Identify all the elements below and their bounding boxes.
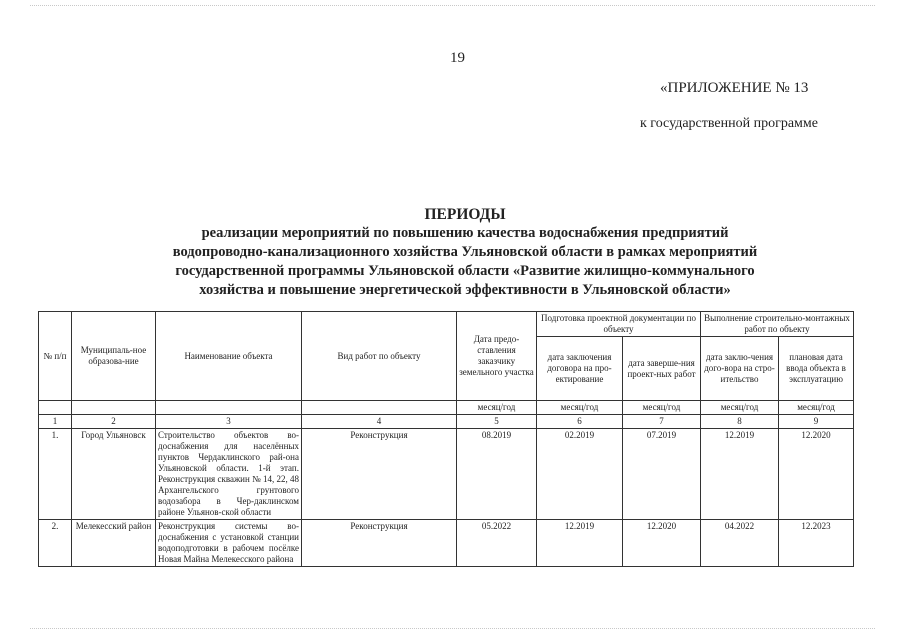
column-number: 1 (39, 415, 72, 429)
header-work-type: Вид работ по объекту (302, 312, 457, 401)
scan-edge-top (30, 5, 875, 10)
row-land-date: 05.2022 (457, 520, 537, 567)
row-municipality: Город Ульяновск (72, 429, 156, 520)
column-number: 2 (72, 415, 156, 429)
row-land-date: 08.2019 (457, 429, 537, 520)
table-row (39, 429, 854, 520)
program-reference: к государственной программе (640, 116, 818, 131)
scan-edge-bottom (30, 628, 875, 633)
row-design-end: 12.2020 (623, 520, 701, 567)
page-number: 19 (450, 50, 465, 66)
column-number: 3 (156, 415, 302, 429)
row-build-commission: 12.2023 (779, 520, 854, 567)
unit-label: месяц/год (537, 401, 623, 415)
row-design-end: 07.2019 (623, 429, 701, 520)
unit-cell-empty (302, 401, 457, 415)
unit-cell-empty (156, 401, 302, 415)
header-land-date: Дата предо-ставления заказчику земельного участка (457, 312, 537, 401)
row-object: Реконструкция системы во-доснабжения с установкой станции водоподготовки в рабочем посёлке Новая Майна Мелекесского района (156, 520, 302, 567)
header-build-commission: плановая дата ввода объекта в эксплуатацию (779, 337, 854, 401)
row-work-type: Реконструкция (302, 520, 457, 567)
unit-label: месяц/год (701, 401, 779, 415)
column-number: 5 (457, 415, 537, 429)
column-number: 8 (701, 415, 779, 429)
header-design-contract: дата заключения договора на про-ектирование (537, 337, 623, 401)
appendix-label: «ПРИЛОЖЕНИЕ № 13 (660, 80, 809, 96)
header-build-contract: дата заклю-чения дого-вора на стро-ительство (701, 337, 779, 401)
title-line-2: водопроводно-канализационного хозяйства Ульяновской области в рамках мероприятий (172, 244, 758, 260)
row-num: 1. (39, 429, 72, 520)
title-heading: ПЕРИОДЫ (424, 206, 506, 223)
header-build-group: Выполнение строительно-монтажных работ по объекту (701, 312, 854, 337)
row-work-type: Реконструкция (302, 429, 457, 520)
header-design-group: Подготовка проектной документации по объекту (537, 312, 701, 337)
title-line-3: государственной программы Ульяновской области «Развитие жилищно-коммунального (175, 263, 755, 279)
unit-label: месяц/год (457, 401, 537, 415)
unit-cell-empty (39, 401, 72, 415)
title-line-1: реализации мероприятий по повышению качества водоснабжения предприятий (201, 225, 729, 241)
periods-table (38, 311, 854, 567)
row-build-contract: 12.2019 (701, 429, 779, 520)
unit-cell-empty (72, 401, 156, 415)
header-design-end: дата заверше-ния проект-ных работ (623, 337, 701, 401)
unit-label: месяц/год (779, 401, 854, 415)
column-number: 9 (779, 415, 854, 429)
column-number: 7 (623, 415, 701, 429)
row-object: Строительство объектов во-доснабжения для населённых пунктов Чердаклинского рай-она Ульяновской области. 1-й этап. Реконструкция скважин № 14, 22, 48 Архангельского грунтового водозабора в Чер-даклинском районе Ульянов-ской области (156, 429, 302, 520)
row-design-contract: 02.2019 (537, 429, 623, 520)
row-build-contract: 04.2022 (701, 520, 779, 567)
header-municipality: Муниципаль-ное образова-ние (72, 312, 156, 401)
unit-label: месяц/год (623, 401, 701, 415)
title-line-4: хозяйства и повышение энергетической эффективности в Ульяновской области» (199, 282, 731, 298)
document-title (120, 205, 810, 300)
row-design-contract: 12.2019 (537, 520, 623, 567)
row-build-commission: 12.2020 (779, 429, 854, 520)
column-number: 4 (302, 415, 457, 429)
row-num: 2. (39, 520, 72, 567)
table-row (39, 520, 854, 567)
header-num: № п/п (39, 312, 72, 401)
row-municipality: Мелекесский район (72, 520, 156, 567)
column-number: 6 (537, 415, 623, 429)
header-object: Наименование объекта (156, 312, 302, 401)
